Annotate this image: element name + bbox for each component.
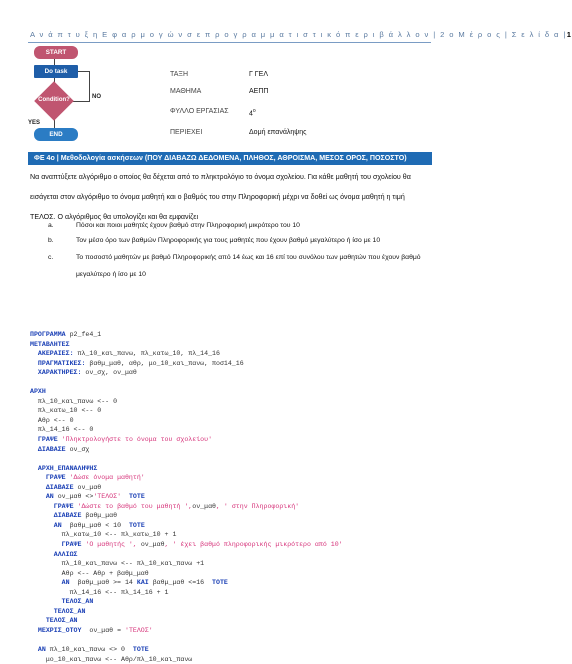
code-text: Αθρ <-- 0 [30, 416, 74, 424]
flowchart-logo [28, 44, 128, 144]
code-line [30, 349, 440, 359]
code-keyword: ΤΟΤΕ [212, 579, 228, 587]
code-line [30, 569, 440, 579]
list-item [48, 249, 428, 283]
code-line [30, 387, 440, 397]
code-line [30, 483, 440, 493]
code-line [30, 636, 440, 646]
header-title: Α ν ά π τ υ ξ η Ε φ α ρ μ ο γ ώ ν σ ε π ρ ο γ ρ α μ μ α τ ι σ τ ι κ ό π ε ρ ι β ά λ λ ο ν [30, 30, 430, 39]
code-keyword: ΤΟΤΕ [132, 646, 149, 654]
code-text [30, 608, 54, 615]
code-line [30, 626, 440, 636]
code-line [30, 406, 440, 416]
code-text: ον_μαθ [192, 502, 217, 510]
code-line [30, 502, 440, 512]
code-text [30, 522, 54, 529]
code-line [30, 425, 440, 435]
code-text: πλ_14_16 <-- πλ_14_16 + 1 [30, 588, 169, 596]
code-keyword: ΜΕΧΡΙΣ_ΟΤΟΥ [37, 626, 82, 634]
code-keyword: ΓΡΑΨΕ [37, 436, 58, 444]
code-line [30, 607, 440, 617]
header-section: | 2 ο Μ έ ρ ο ς | Σ ε λ ί δ α | [433, 30, 567, 39]
code-text: ον_μαθ [140, 541, 165, 549]
code-text [30, 646, 38, 653]
list-item-letter: a. [48, 222, 54, 229]
code-line [30, 540, 440, 550]
code-string: 'Ο μαθητής ', [81, 541, 141, 549]
flow-end: END [34, 128, 78, 141]
code-line [30, 597, 440, 607]
code-string: , ' στην Πληροφορική' [216, 502, 300, 510]
code-line [30, 473, 440, 483]
code-line [30, 645, 440, 655]
code-text [30, 579, 62, 586]
code-keyword: ΓΡΑΨΕ [61, 541, 82, 549]
code-text [30, 369, 38, 376]
code-line [30, 521, 440, 531]
code-string: 'Πληκτρολογήστε το όνομα του σχολείου' [57, 436, 213, 444]
code-text: βαθμ_μαθ < 10 [61, 521, 129, 529]
meta-value-contents: Δομή επανάληψης [249, 129, 307, 136]
code-text: πλ_κατω_10 <-- 0 [30, 407, 102, 415]
code-string: 'Δώστε το βαθμό του μαθητή ', [73, 502, 193, 510]
code-text: πλ_14_16 <-- 0 [30, 426, 94, 434]
code-line [30, 550, 440, 560]
code-text [30, 512, 54, 519]
list-item [48, 234, 428, 249]
code-text [30, 493, 46, 500]
meta-value-class: Γ ΓΕΛ [249, 71, 269, 78]
flow-no-label: NO [92, 94, 101, 100]
meta-label-worksheet: ΦΥΛΛΟ ΕΡΓΑΣΙΑΣ [170, 108, 229, 115]
list-item-text: Πόσοι και ποιοι μαθητές έχουν βαθμό στην Πληροφορική μικρότερο του 10 [76, 222, 300, 229]
code-keyword: ΔΙΑΒΑΣΕ [37, 445, 66, 453]
meta-label-contents: ΠΕΡΙΕΧΕΙ [170, 129, 203, 136]
code-keyword: ΠΡΟΓΡΑΜΜΑ [30, 331, 66, 338]
code-text [30, 350, 38, 357]
code-text: ον_σχ, ον_μαθ [81, 369, 137, 377]
section-title-band: ΦΕ 4ο | Μεθοδολογία ασκήσεων (ΠΟΥ ΔΙΑΒΑΖΩ ΔΕΔΟΜΕΝΑ, ΠΛΗΘΟΣ, ΑΘΡΟΙΣΜΑ, ΜΕΣΟΣ ΟΡΟΣ, ΠΟΣΟΣΤΟ) [28, 152, 432, 165]
code-string: , ' έχει βαθμό πληροφορικής μικρότερο από 10' [164, 541, 343, 549]
code-text: ον_σχ [65, 445, 90, 453]
list-item-letter: c. [48, 254, 54, 261]
code-line [30, 435, 440, 445]
code-text: p2_fe4_1 [65, 331, 102, 338]
code-keyword: ΔΙΑΒΑΣΕ [45, 483, 74, 491]
code-keyword: ΤΕΛΟΣ_ΑΝ [53, 607, 86, 615]
code-line [30, 616, 440, 626]
code-text [121, 493, 129, 500]
code-text: πλ_10_και_πανω <-- 0 [30, 397, 118, 405]
code-keyword: ΑΝ [37, 646, 46, 654]
code-keyword: ΑΝ [61, 579, 70, 587]
flow-start: START [34, 46, 78, 59]
code-line [30, 492, 440, 502]
meta-value-worksheet: $4^o$ [249, 108, 256, 118]
code-text: βαθμ_μαθ, αθρ, μο_10_και_πανω, ποσ14_16 [85, 359, 244, 367]
code-keyword: ΑΝ [45, 493, 54, 501]
code-text: ον_μαθ [73, 483, 102, 491]
code-line [30, 378, 440, 388]
code-text [30, 360, 38, 367]
code-line [30, 454, 440, 464]
header-rule [28, 42, 431, 43]
flow-connector [89, 71, 90, 102]
list-item-text: Το ποσοστό μαθητών με βαθμό Πληροφορικής από 14 έως και 16 επί του συνόλου των μαθητών που έχουν βαθμό μεγαλύτερο ή ίσο με 10 [76, 254, 421, 278]
code-text [30, 436, 38, 443]
page-number: 1 [566, 30, 572, 39]
code-string: 'ΤΕΛΟΣ' [93, 493, 122, 501]
requirements-list [48, 219, 428, 283]
code-line [30, 578, 440, 588]
code-string: 'Δώσε όνομα μαθητή' [65, 474, 145, 482]
flow-connector [54, 58, 55, 65]
meta-label-class: ΤΑΞΗ [170, 71, 189, 78]
code-text: μο_10_και_πανω <-- Αθρ/πλ_10_και_πανω [30, 655, 193, 663]
code-line [30, 330, 440, 340]
code-keyword: ΤΟΤΕ [128, 493, 145, 501]
code-keyword: ΑΡΧΗ [30, 388, 46, 396]
meta-label-subject: ΜΑΘΗΜΑ [170, 88, 202, 95]
code-keyword: ΜΕΤΑΒΛΗΤΕΣ [30, 340, 70, 348]
code-text [30, 598, 62, 605]
code-line [30, 655, 440, 664]
code-keyword: ΤΕΛΟΣ_ΑΝ [61, 598, 94, 606]
code-line [30, 359, 440, 369]
list-item-text: Τον μέσο όρο των βαθμών Πληροφορικής για τους μαθητές που έχουν βαθμό μεγαλύτερο ή ίσο με 10 [76, 237, 381, 244]
code-line [30, 511, 440, 521]
code-keyword: ΓΡΑΨΕ [53, 502, 74, 510]
code-text: βαθμ_μαθ [81, 512, 118, 520]
code-text [30, 465, 38, 472]
code-keyword: ΚΑΙ [136, 579, 149, 587]
code-text: Αθρ <-- Αθρ + βαθμ_μαθ [30, 569, 149, 577]
code-text: πλ_10_και_πανω <-- πλ_10_και_πανω +1 [30, 560, 205, 568]
page-header [30, 30, 572, 39]
flow-condition-label: Condition? [38, 97, 70, 103]
code-line [30, 559, 440, 569]
code-keyword: ΑΛΛΙΩΣ [53, 550, 78, 558]
code-line [30, 588, 440, 598]
list-item [48, 219, 428, 234]
code-text: ον_μαθ = [81, 626, 125, 634]
code-keyword: ΠΡΑΓΜΑΤΙΚΕΣ: [37, 359, 86, 367]
code-text [30, 446, 38, 453]
code-text: πλ_10_και_πανω <> 0 [45, 646, 133, 654]
code-text: πλ_κατω_10 <-- πλ_κατω_10 + 1 [30, 531, 177, 539]
code-string: 'ΤΕΛΟΣ' [124, 626, 153, 634]
exercise-intro: Να αναπτύξετε αλγόριθμο ο οποίος θα δέχεται από το πληκτρολόγιο το όνομα σχολείου. Για κάθε μαθητή του σχολείου θα εισάγεται στον αλγόριθμο το όνομα μαθητή και ο βαθμός του στην Πληροφορική μέχρι να δοθεί ως όνομα μαθητή η τιμή ΤΕΛΟΣ. Ο αλγόριθμος θα υπολογίζει και θα εμφανίζει [30, 173, 411, 221]
code-keyword: ΔΙΑΒΑΣΕ [53, 512, 82, 520]
code-keyword: ΑΚΕΡΑΙΕΣ: [37, 350, 74, 358]
code-line [30, 464, 440, 474]
code-line [30, 368, 440, 378]
code-text: ον_μαθ <> [53, 493, 94, 501]
code-text [30, 617, 46, 624]
flow-task: Do task [34, 65, 78, 78]
flow-yes-label: YES [28, 120, 41, 126]
code-line [30, 397, 440, 407]
pseudocode-listing [30, 330, 440, 664]
code-text [30, 503, 54, 510]
code-line [30, 340, 440, 350]
code-keyword: ΑΡΧΗ_ΕΠΑΝΑΛΗΨΗΣ [37, 464, 98, 472]
code-keyword: ΑΝ [53, 521, 62, 529]
code-line [30, 530, 440, 540]
code-text: βαθμ_μαθ <=16 [148, 579, 213, 587]
code-text: πλ_10_και_πανω, πλ_κατω_10, πλ_14_16 [73, 350, 220, 358]
code-text: βαθμ_μαθ >= 14 [69, 579, 137, 587]
code-text [30, 484, 46, 491]
code-text [30, 627, 38, 634]
code-keyword: ΤΕΛΟΣ_ΑΝ [45, 617, 78, 625]
code-text [30, 474, 46, 481]
code-keyword: ΧΑΡΑΚΤΗΡΕΣ: [37, 369, 82, 377]
code-line [30, 416, 440, 426]
code-keyword: ΓΡΑΨΕ [45, 474, 66, 482]
code-line [30, 445, 440, 455]
code-text [30, 551, 54, 558]
flow-connector [77, 71, 89, 72]
code-keyword: ΤΟΤΕ [128, 521, 145, 529]
meta-value-subject: ΑΕΠΠ [249, 88, 269, 95]
list-item-letter: b. [48, 237, 54, 244]
code-text [30, 541, 62, 548]
